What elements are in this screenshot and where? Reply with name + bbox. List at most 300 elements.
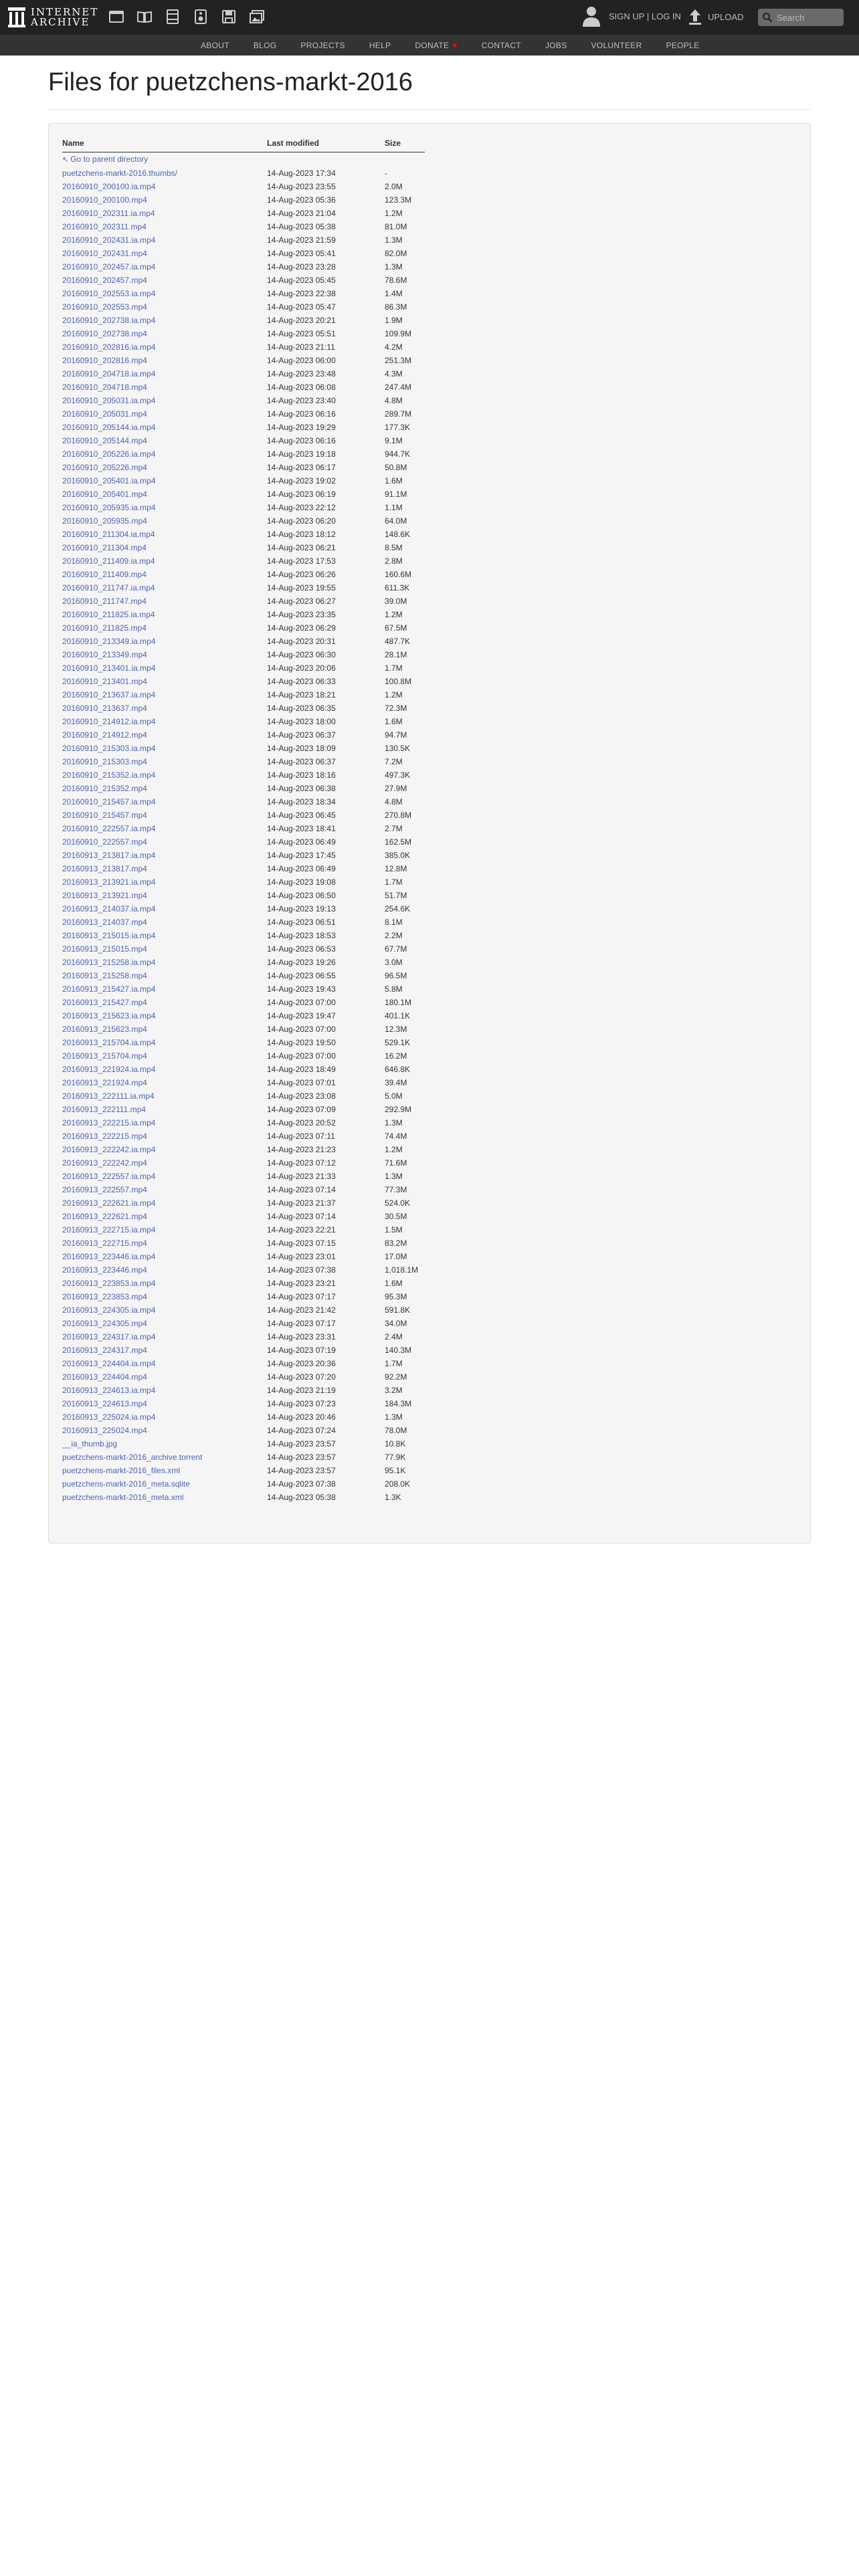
file-link[interactable]: 20160913_215427.ia.mp4 [62,984,156,994]
last-modified-cell: 14-Aug-2023 18:53 [267,930,336,940]
nav-item-donate[interactable] [415,41,457,50]
last-modified-cell: 14-Aug-2023 06:50 [267,890,336,900]
file-link[interactable]: 20160913_223446.mp4 [62,1265,147,1275]
file-link[interactable]: 20160910_205144.ia.mp4 [62,422,156,432]
file-link[interactable]: 20160910_213401.mp4 [62,676,147,686]
search-input[interactable] [777,13,841,23]
file-size-cell: 94.7M [385,730,407,740]
file-name-cell [62,1023,267,1036]
file-link[interactable]: 20160910_205031.mp4 [62,409,147,419]
table-row [62,1303,425,1317]
file-link[interactable]: 20160913_225024.ia.mp4 [62,1412,156,1422]
file-size-cell: 78.0M [385,1425,407,1435]
nav-item-volunteer[interactable]: VOLUNTEER [591,40,642,50]
file-size-cell: 10.8K [385,1438,406,1448]
file-link[interactable]: 20160913_213921.mp4 [62,890,147,900]
upload-button[interactable] [688,8,743,25]
file-link[interactable]: __ia_thumb.jpg [62,1438,118,1448]
file-link[interactable]: 20160913_215623.ia.mp4 [62,1010,156,1021]
file-link[interactable]: 20160913_222715.mp4 [62,1238,147,1248]
file-size-cell: 1.2M [385,609,403,619]
file-size-cell: 81.0M [385,221,407,231]
file-size-cell: 1.7M [385,1358,403,1368]
table-row [62,1130,425,1143]
file-size-cell: 254.6K [385,903,411,914]
table-row [62,581,425,595]
table-row [62,314,425,327]
file-name-cell [62,942,267,956]
last-modified-cell: 14-Aug-2023 17:34 [267,168,336,178]
file-link[interactable]: 20160913_224317.ia.mp4 [62,1331,156,1341]
file-name-cell [62,327,267,340]
file-name-cell [62,1143,267,1156]
file-link[interactable]: 20160910_202738.mp4 [62,328,147,338]
last-modified-cell: 14-Aug-2023 07:00 [267,1024,336,1034]
table-row [62,568,425,581]
file-link[interactable]: 20160913_215258.ia.mp4 [62,957,156,967]
file-link[interactable]: 20160913_224404.mp4 [62,1372,147,1382]
file-link[interactable]: 20160913_223446.ia.mp4 [62,1251,156,1261]
file-name-cell [62,434,267,447]
file-link[interactable]: 20160913_222557.mp4 [62,1184,147,1194]
upload-arrow-icon [688,8,702,25]
file-link[interactable]: 20160913_213817.ia.mp4 [62,850,156,860]
table-row [62,889,425,902]
file-link[interactable]: 20160913_222557.ia.mp4 [62,1171,156,1181]
table-row [62,1384,425,1397]
file-size-cell: 1.2M [385,689,403,700]
file-name-cell [62,1330,267,1344]
last-modified-cell: 14-Aug-2023 22:21 [267,1224,336,1235]
last-modified-cell: 14-Aug-2023 21:37 [267,1198,336,1208]
last-modified-cell: 14-Aug-2023 19:02 [267,475,336,486]
last-modified-cell: 14-Aug-2023 21:19 [267,1385,336,1395]
file-link[interactable]: 20160913_222111.mp4 [62,1104,147,1114]
last-modified-cell: 14-Aug-2023 19:13 [267,903,336,914]
table-row [62,1263,425,1277]
last-modified-cell: 14-Aug-2023 18:49 [267,1064,336,1074]
table-row [62,1036,425,1049]
file-link[interactable]: 20160910_215303.mp4 [62,756,147,766]
file-link[interactable]: 20160910_215303.ia.mp4 [62,743,156,753]
file-size-cell: 96.5M [385,970,407,980]
table-row [62,474,425,488]
file-link[interactable]: 20160910_211747.ia.mp4 [62,582,155,593]
file-link[interactable]: 20160910_213349.mp4 [62,649,147,659]
file-size-cell: 28.1M [385,649,407,659]
table-row [62,1397,425,1410]
last-modified-cell: 14-Aug-2023 19:18 [267,449,336,459]
file-link[interactable]: 20160910_211304.mp4 [62,542,147,552]
file-link[interactable]: 20160910_215352.ia.mp4 [62,770,156,780]
video-icon[interactable] [163,7,182,26]
file-name-cell [62,447,267,461]
last-modified-cell: 14-Aug-2023 06:26 [267,569,336,579]
table-row [62,1464,425,1477]
table-row [62,875,425,889]
file-link[interactable]: 20160913_213817.mp4 [62,863,147,873]
file-link[interactable]: 20160913_224404.ia.mp4 [62,1358,156,1368]
file-link[interactable]: puetzchens-markt-2016_files.xml [62,1465,181,1475]
file-link[interactable]: 20160913_222621.mp4 [62,1211,147,1221]
file-link[interactable]: 20160910_215457.mp4 [62,810,147,820]
file-link[interactable]: 20160910_202311.ia.mp4 [62,208,155,218]
parent-directory-link[interactable] [62,154,148,164]
sign-up-link[interactable]: SIGN UP [609,11,645,21]
column-header-name[interactable]: Name [62,137,267,152]
table-row [62,996,425,1009]
table-row [62,849,425,862]
file-name-cell [62,300,267,314]
table-row [62,929,425,942]
file-link[interactable]: 20160910_215352.mp4 [62,783,147,793]
last-modified-cell: 14-Aug-2023 07:00 [267,1051,336,1061]
table-row [62,514,425,528]
file-size-cell: 67.7M [385,944,407,954]
last-modified-cell: 14-Aug-2023 21:23 [267,1144,336,1154]
last-modified-cell: 14-Aug-2023 23:01 [267,1251,336,1261]
file-link[interactable]: 20160910_205935.ia.mp4 [62,502,156,512]
file-size-cell: 140.3M [385,1345,412,1355]
file-link[interactable]: 20160910_213637.mp4 [62,703,147,713]
nav-item-projects[interactable]: PROJECTS [300,40,345,50]
file-link[interactable]: puetzchens-markt-2016_meta.xml [62,1492,184,1502]
texts-icon[interactable] [135,7,154,26]
last-modified-cell: 14-Aug-2023 19:47 [267,1010,336,1021]
table-row [62,768,425,782]
table-row [62,809,425,822]
software-icon[interactable] [219,7,238,26]
nav-item-jobs[interactable]: JOBS [545,40,567,50]
file-name-cell [62,287,267,300]
file-link[interactable]: 20160910_202553.ia.mp4 [62,288,156,298]
file-size-cell: 4.8M [385,796,403,807]
file-link[interactable]: 20160913_224305.ia.mp4 [62,1305,156,1315]
file-link[interactable]: 20160910_213637.ia.mp4 [62,689,156,700]
table-row [62,1210,425,1223]
file-link[interactable]: puetzchens-markt-2016_archive.torrent [62,1452,203,1462]
file-link[interactable]: 20160913_224613.ia.mp4 [62,1385,156,1395]
file-link[interactable]: 20160910_211304.ia.mp4 [62,529,155,539]
file-link[interactable]: 20160913_222242.mp4 [62,1158,147,1168]
table-row [62,1277,425,1290]
last-modified-cell: 14-Aug-2023 06:19 [267,489,336,499]
file-name-cell [62,568,267,581]
file-name-cell [62,1063,267,1076]
file-link[interactable]: 20160913_224317.mp4 [62,1345,147,1355]
file-name-cell [62,1317,267,1330]
file-name-cell [62,1170,267,1183]
last-modified-cell: 14-Aug-2023 21:11 [267,342,335,352]
auth-links [609,11,681,21]
file-link[interactable]: 20160913_213921.ia.mp4 [62,877,156,887]
table-row [62,233,425,247]
file-link[interactable]: 20160910_202816.ia.mp4 [62,342,156,352]
last-modified-cell: 14-Aug-2023 07:38 [267,1479,336,1489]
images-icon[interactable] [248,7,266,26]
file-link[interactable]: 20160910_214912.ia.mp4 [62,716,156,726]
file-name-cell [62,554,267,568]
file-size-cell: 1.2M [385,208,403,218]
file-link[interactable]: 20160913_222621.ia.mp4 [62,1198,156,1208]
file-link[interactable]: 20160913_225024.mp4 [62,1425,147,1435]
file-link[interactable]: 20160913_214037.mp4 [62,917,147,927]
file-name-cell [62,367,267,381]
file-name-cell [62,314,267,327]
logo-line-1: INTERNET [31,6,99,18]
last-modified-cell: 14-Aug-2023 06:27 [267,596,336,606]
nav-item-help[interactable]: HELP [369,40,391,50]
file-link[interactable]: 20160910_205031.ia.mp4 [62,395,156,405]
user-account-area [579,4,681,28]
heart-icon: ♥ [452,40,458,50]
file-link[interactable]: 20160910_211747.mp4 [62,596,147,606]
file-name-cell [62,1370,267,1384]
nav-item-people[interactable]: PEOPLE [666,40,700,50]
file-link[interactable]: 20160910_213349.ia.mp4 [62,636,156,646]
table-row [62,1344,425,1357]
table-row [62,1330,425,1344]
file-link[interactable]: 20160913_215704.mp4 [62,1051,147,1061]
file-link[interactable]: 20160910_202457.mp4 [62,275,147,285]
file-link[interactable]: 20160910_215457.ia.mp4 [62,796,156,807]
file-name-cell [62,795,267,809]
file-size-cell: 30.5M [385,1211,407,1221]
file-link[interactable]: 20160910_202816.mp4 [62,355,147,365]
file-link[interactable]: 20160910_202553.mp4 [62,302,147,312]
nav-item-contact[interactable]: CONTACT [481,40,521,50]
file-size-cell: 1.2M [385,1144,403,1154]
files-table-body [62,152,425,1504]
file-name-cell [62,608,267,621]
user-icon[interactable] [579,4,603,28]
last-modified-cell: 14-Aug-2023 06:33 [267,676,336,686]
file-size-cell: 1.3K [385,1492,401,1502]
file-size-cell: 130.5K [385,743,411,753]
last-modified-cell: 14-Aug-2023 21:42 [267,1305,336,1315]
file-link[interactable]: 20160910_205935.mp4 [62,516,147,526]
file-link[interactable]: 20160910_211825.mp4 [62,623,147,633]
last-modified-cell: 14-Aug-2023 20:36 [267,1358,336,1368]
file-link[interactable]: 20160910_222557.ia.mp4 [62,823,156,833]
file-name-cell [62,1451,267,1464]
table-row [62,1491,425,1504]
file-link[interactable]: 20160913_221924.mp4 [62,1077,147,1087]
file-name-cell [62,541,267,554]
table-row [62,956,425,969]
file-size-cell: 74.4M [385,1131,407,1141]
last-modified-cell: 14-Aug-2023 05:41 [267,248,336,258]
file-link[interactable]: puetzchens-markt-2016.thumbs/ [62,168,178,178]
file-size-cell: 4.2M [385,342,403,352]
media-type-icons [107,7,266,26]
file-name-cell [62,1183,267,1196]
file-size-cell: 611.3K [385,582,410,593]
file-link[interactable]: 20160910_202431.mp4 [62,248,147,258]
file-link[interactable]: 20160910_211409.mp4 [62,569,147,579]
file-link[interactable]: 20160910_205144.mp4 [62,435,147,445]
last-modified-cell: 14-Aug-2023 06:29 [267,623,336,633]
column-header-size[interactable]: Size [385,137,425,152]
file-size-cell: 39.0M [385,596,407,606]
file-name-cell [62,340,267,354]
table-row [62,728,425,742]
file-name-cell [62,1116,267,1130]
upload-label: UPLOAD [708,11,744,22]
file-size-cell: 251.3M [385,355,412,365]
nav-item-about[interactable]: ABOUT [201,40,229,50]
file-link[interactable]: 20160913_223853.mp4 [62,1291,147,1301]
file-link[interactable]: 20160913_215015.ia.mp4 [62,930,156,940]
table-row [62,421,425,434]
file-name-cell [62,982,267,996]
last-modified-cell: 14-Aug-2023 05:38 [267,1492,336,1502]
file-size-cell: 4.8M [385,395,403,405]
file-link[interactable]: 20160910_211409.ia.mp4 [62,556,155,566]
file-name-cell [62,1277,267,1290]
file-link[interactable]: 20160910_222557.mp4 [62,837,147,847]
nav-item-blog[interactable]: BLOG [253,40,277,50]
file-link[interactable]: 20160913_223853.ia.mp4 [62,1278,156,1288]
last-modified-cell: 14-Aug-2023 05:47 [267,302,336,312]
table-row [62,902,425,916]
table-row [62,167,425,180]
file-link[interactable]: 20160913_222715.ia.mp4 [62,1224,156,1235]
web-icon[interactable] [107,7,126,26]
file-name-cell [62,1491,267,1504]
file-link[interactable]: 20160913_215704.ia.mp4 [62,1037,156,1047]
file-size-cell: 34.0M [385,1318,407,1328]
search-box [758,9,844,26]
table-row [62,1170,425,1183]
file-size-cell: 82.0M [385,248,407,258]
last-modified-cell: 14-Aug-2023 19:29 [267,422,336,432]
table-row [62,1437,425,1451]
last-modified-cell: 14-Aug-2023 06:45 [267,810,336,820]
file-name-cell [62,742,267,755]
table-row [62,862,425,875]
title-divider [48,109,811,110]
log-in-link[interactable]: LOG IN [651,11,681,21]
file-size-cell: 109.9M [385,328,412,338]
file-link[interactable]: 20160910_205401.ia.mp4 [62,475,156,486]
file-link[interactable]: 20160913_224305.mp4 [62,1318,147,1328]
last-modified-cell: 14-Aug-2023 07:14 [267,1184,336,1194]
file-link[interactable]: 20160910_214912.mp4 [62,730,147,740]
last-modified-cell: 14-Aug-2023 06:16 [267,435,336,445]
last-modified-cell: 14-Aug-2023 21:33 [267,1171,336,1181]
last-modified-cell: 14-Aug-2023 18:41 [267,823,336,833]
file-link[interactable]: 20160910_211825.ia.mp4 [62,609,155,619]
table-row [62,1317,425,1330]
file-link[interactable]: 20160913_224613.mp4 [62,1398,147,1408]
file-link[interactable]: 20160913_222215.ia.mp4 [62,1117,156,1128]
table-row [62,702,425,715]
file-size-cell: 12.3M [385,1024,407,1034]
page-title: Files for puetzchens-markt-2016 [48,68,413,96]
file-name-cell [62,260,267,274]
last-modified-cell: 14-Aug-2023 06:21 [267,542,336,552]
file-name-cell [62,996,267,1009]
table-row [62,742,425,755]
search-icon[interactable] [762,12,773,23]
file-size-cell: 72.3M [385,703,407,713]
file-link[interactable]: 20160913_215623.mp4 [62,1024,147,1034]
file-size-cell: 247.4M [385,382,412,392]
file-link[interactable]: puetzchens-markt-2016_meta.sqlite [62,1479,190,1489]
table-row [62,1076,425,1089]
internet-archive-logo[interactable] [8,5,98,29]
file-link[interactable]: 20160913_214037.ia.mp4 [62,903,156,914]
table-row [62,287,425,300]
file-size-cell: 8.1M [385,917,403,927]
file-link[interactable]: 20160910_202431.ia.mp4 [62,235,156,245]
file-link[interactable]: 20160913_222215.mp4 [62,1131,147,1141]
file-size-cell: 1.7M [385,663,403,673]
file-link[interactable]: 20160910_200100.ia.mp4 [62,181,156,191]
table-row [62,755,425,768]
table-row [62,1223,425,1237]
file-name-cell [62,956,267,969]
file-link[interactable]: 20160910_204718.ia.mp4 [62,368,156,379]
file-link[interactable]: 20160913_222242.ia.mp4 [62,1144,156,1154]
file-name-cell [62,1303,267,1317]
file-link[interactable]: 20160910_205401.mp4 [62,489,147,499]
file-name-cell [62,1290,267,1303]
file-size-cell: 27.9M [385,783,407,793]
file-name-cell [62,233,267,247]
table-row [62,193,425,207]
files-table [62,137,425,1504]
last-modified-cell: 14-Aug-2023 18:21 [267,689,336,700]
table-row [62,1477,425,1491]
table-row [62,394,425,407]
file-link[interactable]: 20160910_205226.mp4 [62,462,147,472]
file-link[interactable]: 20160913_215427.mp4 [62,997,147,1007]
file-size-cell: 177.3K [385,422,411,432]
file-name-cell [62,1036,267,1049]
audio-icon[interactable] [191,7,210,26]
file-name-cell [62,835,267,849]
table-row [62,300,425,314]
table-row [62,1049,425,1063]
file-link[interactable]: 20160910_200100.mp4 [62,195,147,205]
up-arrow-icon: ↖ [62,155,69,164]
file-link[interactable]: 20160910_202738.ia.mp4 [62,315,156,325]
table-row [62,982,425,996]
auth-separator: | [646,11,650,21]
file-size-cell: 1.4M [385,288,403,298]
last-modified-cell: 14-Aug-2023 18:12 [267,529,336,539]
file-link[interactable]: 20160910_204718.mp4 [62,382,147,392]
file-size-cell: 292.9M [385,1104,412,1114]
file-link[interactable]: 20160913_215015.mp4 [62,944,147,954]
file-link[interactable]: 20160913_215258.mp4 [62,970,147,980]
file-link[interactable]: 20160910_202311.mp4 [62,221,147,231]
last-modified-cell: 14-Aug-2023 23:21 [267,1278,336,1288]
column-header-last-modified[interactable]: Last modified [267,137,385,152]
file-link[interactable]: 20160913_222111.ia.mp4 [62,1091,155,1101]
file-link[interactable]: 20160913_221924.ia.mp4 [62,1064,156,1074]
file-size-cell: 1.3M [385,1171,403,1181]
secondary-navigation [0,35,859,56]
file-link[interactable]: 20160910_202457.ia.mp4 [62,261,156,272]
file-link[interactable]: 20160910_205226.ia.mp4 [62,449,156,459]
last-modified-cell: 14-Aug-2023 20:52 [267,1117,336,1128]
table-row [62,1370,425,1384]
file-link[interactable]: 20160910_213401.ia.mp4 [62,663,156,673]
file-name-cell [62,702,267,715]
